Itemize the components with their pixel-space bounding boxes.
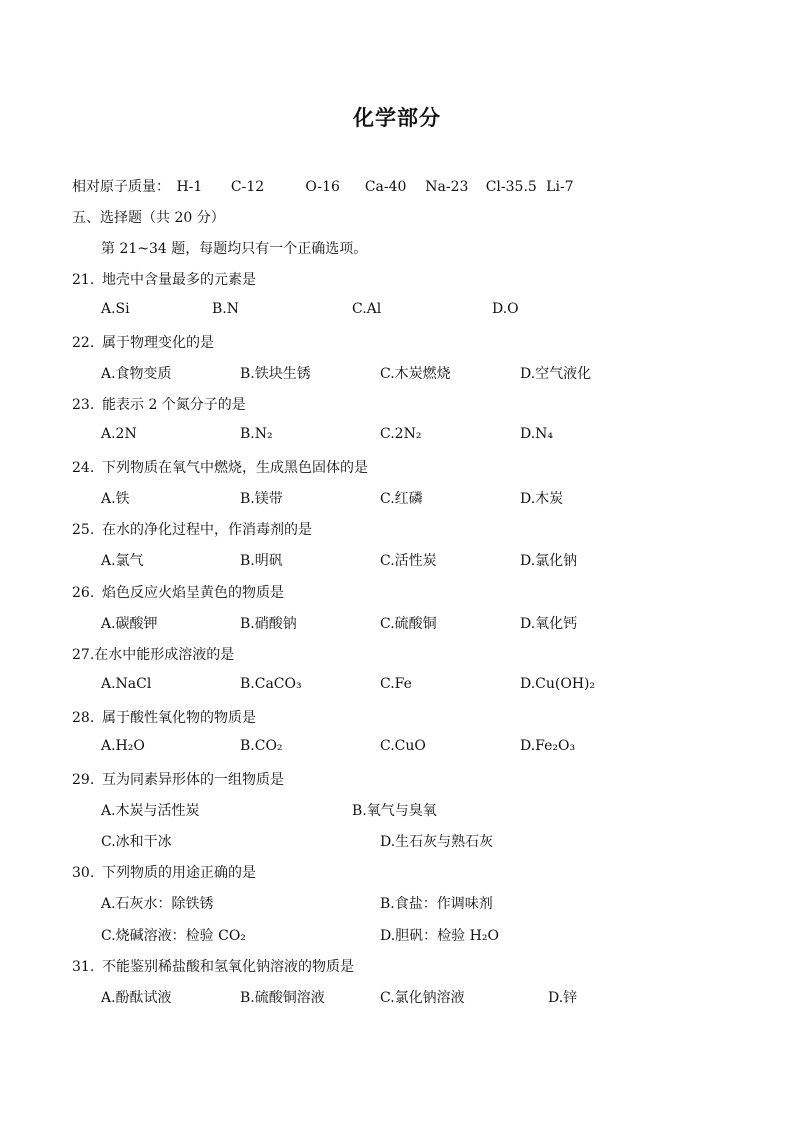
- option-b: B.食盐：作调味剂: [380, 896, 493, 912]
- atomic-mass: H-1: [176, 179, 203, 195]
- option-d: D.胆矾：检验 H₂O: [380, 928, 499, 944]
- atomic-mass: Li-7: [546, 179, 574, 195]
- option-c: C.Al: [352, 301, 382, 317]
- option-a: A.2N: [101, 426, 137, 442]
- question-number: 29.: [72, 772, 95, 788]
- option-b: B.铁块生锈: [240, 366, 311, 382]
- atomic-masses-label: 相对原子质量：: [72, 179, 170, 195]
- option-a: A.碳酸钾: [101, 616, 158, 632]
- question-stem: [72, 519, 312, 539]
- option-d: D.木炭: [520, 491, 564, 507]
- option-c: C.冰和干冰: [101, 834, 172, 850]
- question-number: 25.: [72, 522, 95, 538]
- option-c: C.烧碱溶液：检验 CO₂: [101, 928, 246, 944]
- question-stem: [72, 582, 284, 602]
- question-stem: [72, 457, 368, 477]
- option-b: B.CO₂: [240, 738, 283, 754]
- question-stem: [72, 769, 284, 789]
- option-d: D.Cu(OH)₂: [520, 676, 596, 692]
- option-a: A.Si: [101, 301, 130, 317]
- atomic-mass: C-12: [230, 179, 265, 195]
- question-stem: [72, 707, 256, 727]
- question-text: 下列物质的用途正确的是: [102, 865, 256, 881]
- question-text: 不能鉴别稀盐酸和氢氧化钠溶液的物质是: [102, 959, 354, 975]
- atomic-mass: Na-23: [425, 179, 469, 195]
- option-d: D.空气液化: [520, 366, 592, 382]
- option-b: B.氧气与臭氧: [352, 803, 437, 819]
- option-c: C.硫酸铜: [380, 616, 437, 632]
- option-a: A.食物变质: [101, 366, 172, 382]
- question-stem: [72, 862, 256, 882]
- atomic-mass: O-16: [305, 179, 340, 195]
- option-d: D.N₄: [520, 426, 554, 442]
- question-stem: [72, 394, 246, 414]
- option-c: C.2N₂: [380, 426, 422, 442]
- question-number: 22.: [72, 335, 95, 351]
- question-number: 26.: [72, 585, 95, 601]
- question-number: 21.: [72, 272, 95, 288]
- option-b: B.硝酸钠: [240, 616, 297, 632]
- question-number: 31.: [72, 959, 95, 975]
- question-stem: [72, 269, 256, 289]
- question-text: 属于物理变化的是: [102, 335, 214, 351]
- option-c: C.氯化钠溶液: [380, 990, 465, 1006]
- option-b: B.镁带: [240, 491, 283, 507]
- section-heading: 五、选择题（共 20 分）: [72, 210, 225, 226]
- option-b: B.N₂: [240, 426, 273, 442]
- question-number: 28.: [72, 710, 95, 726]
- option-a: A.木炭与活性炭: [101, 803, 200, 819]
- option-d: D.Fe₂O₃: [520, 738, 576, 754]
- atomic-masses: [72, 176, 574, 196]
- option-a: A.H₂O: [101, 738, 145, 754]
- question-text: 属于酸性氧化物的物质是: [102, 710, 256, 726]
- question-number: 30.: [72, 865, 95, 881]
- option-d: D.生石灰与熟石灰: [380, 834, 494, 850]
- question-stem: [72, 956, 354, 976]
- option-b: B.硫酸铜溶液: [240, 990, 325, 1006]
- option-c: C.红磷: [380, 491, 423, 507]
- option-a: A.石灰水：除铁锈: [101, 896, 214, 912]
- question-text: 下列物质在氧气中燃烧，生成黑色固体的是: [102, 460, 368, 476]
- option-c: C.木炭燃烧: [380, 366, 451, 382]
- option-c: C.CuO: [380, 738, 426, 754]
- question-number: 27.: [72, 647, 95, 663]
- question-stem: [72, 644, 234, 664]
- option-b: B.明矾: [240, 553, 283, 569]
- question-stem: [72, 332, 214, 352]
- question-text: 焰色反应火焰呈黄色的物质是: [102, 585, 284, 601]
- question-number: 24.: [72, 460, 95, 476]
- option-a: A.NaCl: [101, 676, 152, 692]
- option-d: D.锌: [548, 990, 578, 1006]
- question-text: 能表示 2 个氮分子的是: [102, 397, 246, 413]
- section-instruction: 第 21~34 题，每题均只有一个正确选项。: [101, 241, 368, 257]
- option-d: D.O: [492, 301, 519, 317]
- atomic-mass: Ca-40: [364, 179, 407, 195]
- option-d: D.氧化钙: [520, 616, 578, 632]
- option-c: C.活性炭: [380, 553, 437, 569]
- page-title: 化学部分: [353, 106, 441, 130]
- option-a: A.氯气: [101, 553, 144, 569]
- atomic-mass: Cl-35.5: [485, 179, 537, 195]
- question-text: 在水的净化过程中，作消毒剂的是: [102, 522, 312, 538]
- question-text: 互为同素异形体的一组物质是: [102, 772, 284, 788]
- option-a: A.酚酞试液: [101, 990, 172, 1006]
- option-d: D.氯化钠: [520, 553, 578, 569]
- question-number: 23.: [72, 397, 95, 413]
- option-b: B.CaCO₃: [240, 676, 302, 692]
- question-text: 在水中能形成溶液的是: [94, 647, 235, 663]
- option-a: A.铁: [101, 491, 130, 507]
- question-text: 地壳中含量最多的元素是: [102, 272, 256, 288]
- option-b: B.N: [212, 301, 239, 317]
- option-c: C.Fe: [380, 676, 412, 692]
